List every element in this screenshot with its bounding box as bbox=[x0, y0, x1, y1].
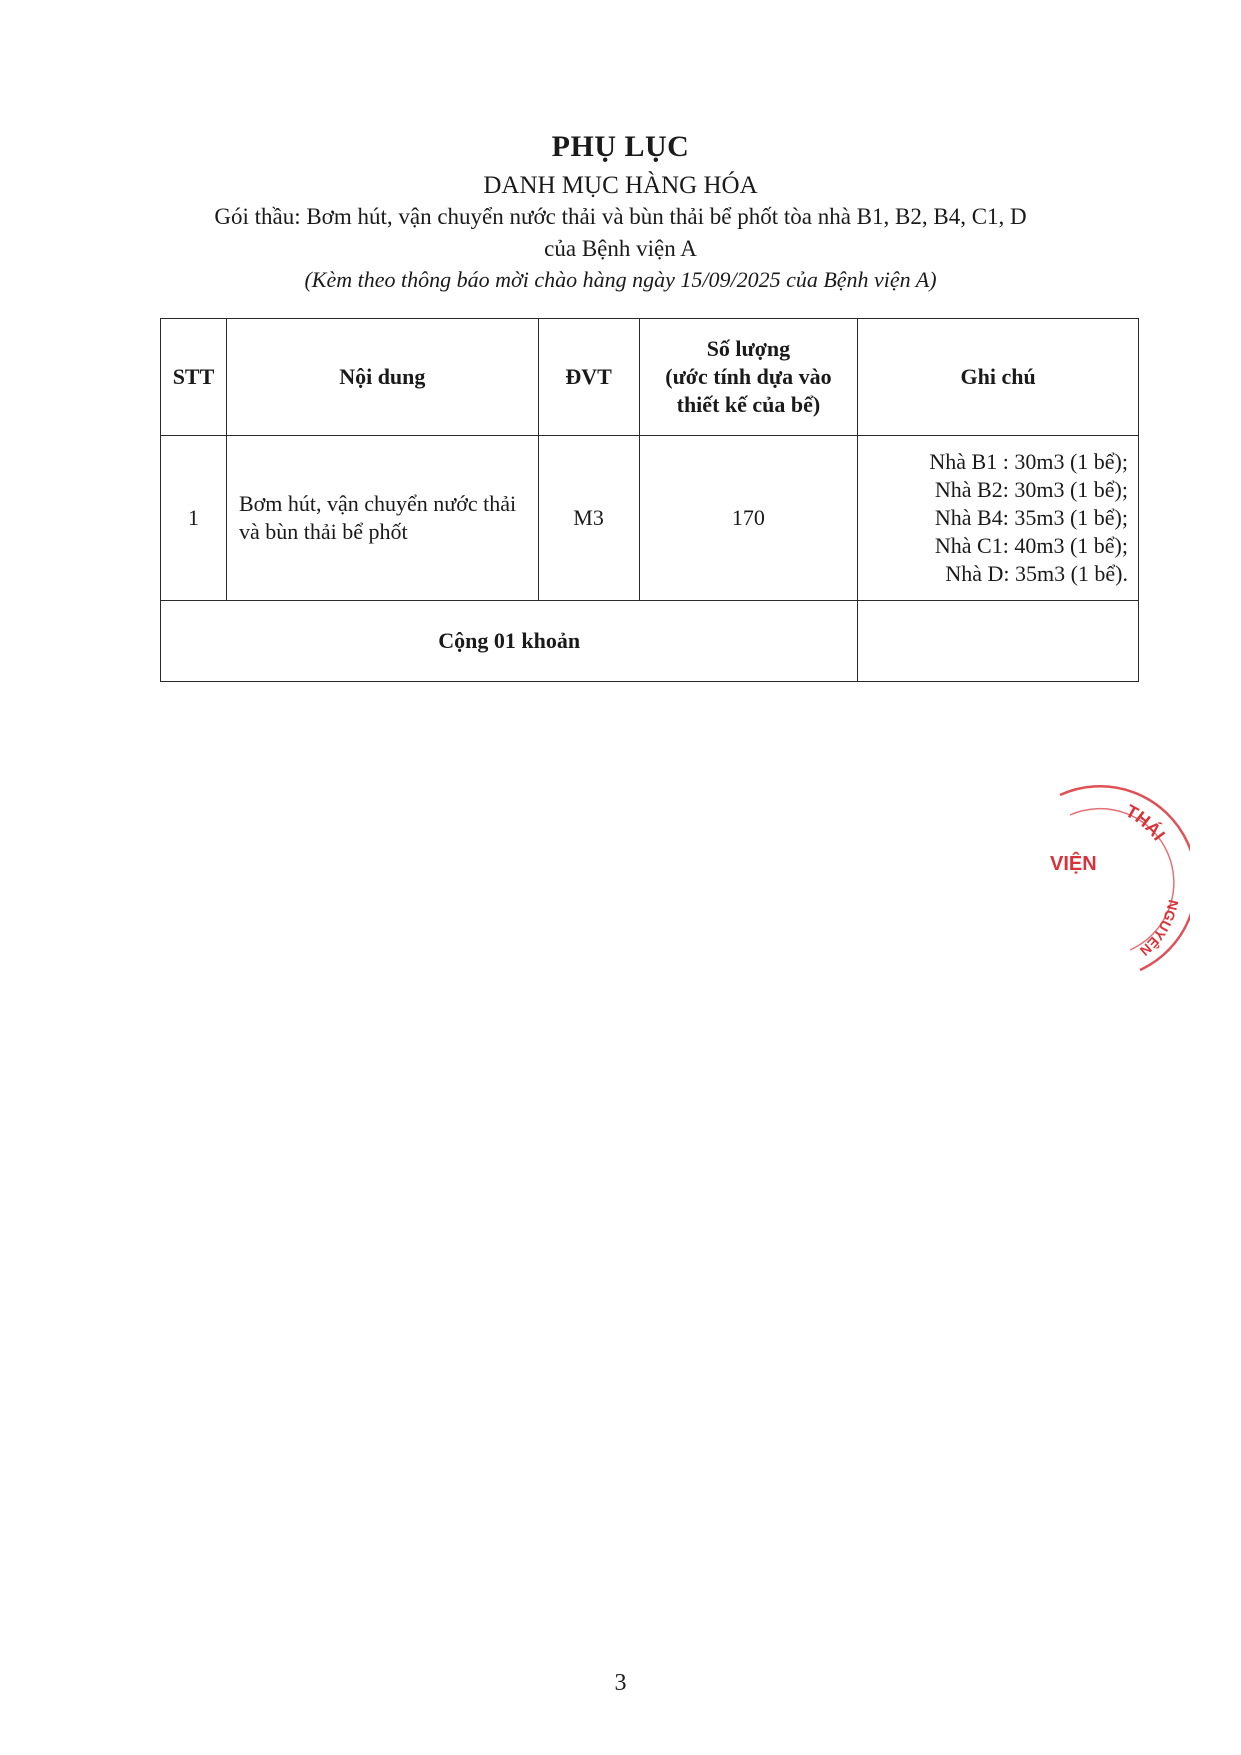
note-line: Nhà B4: 35m3 (1 bể); bbox=[934, 505, 1128, 530]
header-unit: ĐVT bbox=[538, 319, 639, 436]
cell-content: Bơm hút, vận chuyển nước thải và bùn thải bể phốt bbox=[226, 436, 538, 601]
stamp-text-right: NGUYÊN bbox=[1136, 898, 1182, 960]
page-number: 3 bbox=[614, 1670, 627, 1696]
total-row bbox=[161, 601, 1139, 682]
header-quantity-line-1: Số lượng bbox=[706, 336, 791, 361]
package-line-2: của Bệnh viện A bbox=[544, 236, 697, 261]
note-line: Nhà D: 35m3 (1 bể). bbox=[945, 561, 1128, 586]
cell-note bbox=[858, 436, 1139, 601]
red-seal-stamp bbox=[1020, 780, 1190, 980]
table-header-row bbox=[161, 319, 1139, 436]
page-subtitle: DANH MỤC HÀNG HÓA bbox=[483, 172, 758, 199]
cell-stt: 1 bbox=[161, 436, 227, 601]
header-content: Nội dung bbox=[226, 319, 538, 436]
header-quantity-line-3: thiết kế của bể) bbox=[676, 392, 821, 417]
header-quantity bbox=[639, 319, 858, 436]
note-line: Nhà C1: 40m3 (1 bể); bbox=[934, 533, 1128, 558]
stamp-text-center: VIỆN bbox=[1050, 853, 1097, 875]
header-stt: STT bbox=[161, 319, 227, 436]
header-quantity-line-2: (ước tính dựa vào bbox=[665, 364, 832, 389]
goods-table bbox=[160, 318, 1139, 682]
svg-text:NGUYÊN bbox=[1137, 898, 1182, 959]
svg-text:THÁI bbox=[1122, 801, 1169, 844]
cell-unit: M3 bbox=[538, 436, 639, 601]
note-line: Nhà B1 : 30m3 (1 bể); bbox=[929, 449, 1128, 474]
total-label: Cộng 01 khoản bbox=[161, 601, 858, 682]
package-line-1: Gói thầu: Bơm hút, vận chuyển nước thải và bùn thải bể phốt tòa nhà B1, B2, B4, C1, D bbox=[214, 204, 1027, 229]
cell-quantity: 170 bbox=[639, 436, 858, 601]
note-line: Nhà B2: 30m3 (1 bể); bbox=[934, 477, 1128, 502]
page-title: PHỤ LỤC bbox=[551, 130, 690, 163]
stamp-text-top: THÁI bbox=[1122, 800, 1169, 845]
header-note: Ghi chú bbox=[858, 319, 1139, 436]
attachment-note: (Kèm theo thông báo mời chào hàng ngày 15/09/2025 của Bệnh viện A) bbox=[304, 267, 937, 292]
total-note bbox=[858, 601, 1139, 682]
table-row bbox=[161, 436, 1139, 601]
